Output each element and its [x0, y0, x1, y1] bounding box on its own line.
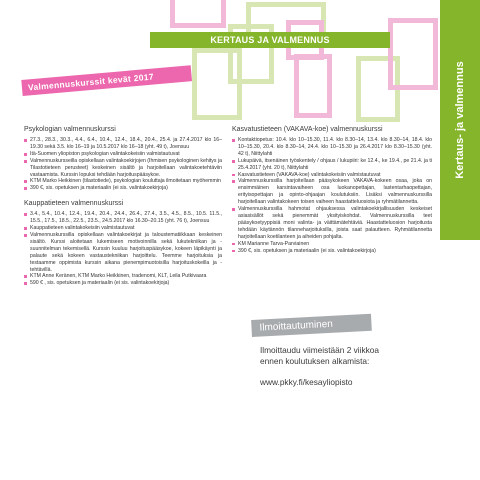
course-detail: Lukupäivä, itsenäinen työskentely / ohjaus / lukupiiri: ke 12.4., ke 19.4., pe 21.4. ja ti 25.4.2017 (yht. 20 t), Niittylahti	[232, 158, 432, 172]
course-detail: Kontaktiopetus: 10.4. klo 10–15.30, 11.4. klo 8.30–14, 13.4. klo 8.30–14, 18.4. klo 10–15.30, 20.4. klo 8.30–14, 24.4. klo 10–15.30 ja 26.4.2017 klo 8.30–15.30 (yht. 42 t), Niittylahti	[232, 137, 432, 158]
course-title: Kasvatustieteen (VAKAVA-koe) valmennuskurssi	[232, 126, 383, 133]
course-detail: 390 €, sis. opetuksen ja materiaalin (ei sis. valintakoekirjoja)	[232, 248, 432, 255]
decorative-square	[294, 54, 332, 118]
course-title: Kauppatieteen valmennuskurssi	[24, 200, 124, 208]
course-detail: Valmennuskurssilla hahmotat ohjauksessa valintakoekirjallisuuden keskeiset asiasisällöt sekä pienemmät yksityiskohdat. Valmennuskurssilla teet pääsykoetyyppisiä moni valinta- ja väittämätehtäviä. Haastatteluosion harjoitusta tehdään käytännön tilanneharjoituksilla, joista saat palautteen. Ryhmätilannetta harjoitellaan koetilanteen ja aiheiden pohjalta.	[232, 206, 432, 241]
course-detail: KM Marianne Tarva-Parviainen	[232, 241, 432, 248]
side-tab	[440, 0, 480, 240]
registration-text: ennen koulutuksen alkamista:	[260, 356, 370, 366]
course-detail: KTM Anne Keränen, KTM Marko Heikkinen, tradenomi, KLT, Leila Putkivaara	[24, 273, 222, 280]
registration-text: Ilmoittaudu viimeistään 2 viikkoa	[260, 345, 379, 355]
course-kauppatiede	[24, 200, 222, 287]
course-detail: Kasvatustieteen (VAKAVA-koe) valintakokeisiin valmistautuvat	[232, 172, 432, 179]
left-column	[24, 126, 222, 295]
course-detail: 3.4., 5.4., 10.4., 12.4., 19.4., 20.4., 24.4., 26.4., 27.4., 3.5., 4.5., 8.5., 10.5. 11.5., 15.5., 17.5., 18.5., 22.5., 23.5., 24.5.2017 klo 16.30–20.15 (yht. 76 t), Joensuu	[24, 211, 222, 225]
course-detail: Valmennuskurssilla harjoitellaan pääsykokeen VAKAVA-kokeen osaa, joka on ensimmäinen karsintavaiheen osa luokanopettajan, lastentarhaopettajan, erityisopettajan ja opinto-ohjaajan koulutuksiin. Lisäksi valmennuskurssilla harjoitellaan valintakokeen toisen vaiheen haastatteluosiota ja ryhmätilannetta.	[232, 178, 432, 206]
course-detail: Itä-Suomen yliopiston psykologian valintakokeisiin valmistautuvat	[24, 151, 222, 158]
course-detail: 390 €, sis. opetuksen ja materiaalin (ei sis. valintakoekirjoja)	[24, 185, 222, 192]
page-subtitle: Valmennuskurssit kevät 2017	[21, 65, 192, 96]
right-column	[232, 126, 432, 262]
course-kasvatustiede	[232, 126, 432, 254]
course-detail: Valmennuskurssilla opiskellaan valintakoekirjat ja taloustematiikkaan keskeinen sisältö. Kurssi aloitetaan lukemiseen motivoinnilla sekä lukutekniikan ja -suunnitelman tekemisellä. Kurssin kuuluu harjoituspääsykoe, kokeen läpikäynti ja palaute sekä kokeen vastaustekniikan harjoittelu. Teemme harjoituksia ja testaamme oppimista kurssin aikana pienempimuotoisilla harjoituskokeilla ja -tehtävillä.	[24, 232, 222, 273]
decorative-square	[388, 18, 438, 90]
registration-box	[252, 316, 420, 406]
registration-title: Ilmoittautuminen	[251, 314, 372, 337]
course-title: Psykologian valmennuskurssi	[24, 126, 116, 133]
decorative-square	[170, 0, 226, 28]
registration-link[interactable]: www.pkky.fi/kesayliopisto	[260, 377, 353, 387]
course-psykologia	[24, 126, 222, 192]
section-banner: KERTAUS JA VALMENNUS	[150, 32, 390, 48]
decorative-square	[192, 48, 242, 120]
side-tab-label: Kertaus- ja valmennus	[454, 61, 466, 179]
course-detail: Kauppatieteen valintakokeisiin valmistautuvat	[24, 225, 222, 232]
course-detail: KTM Marko Heikkinen (tilastotiede), psykologian kouluttaja ilmoitetaan myöhemmin	[24, 178, 222, 185]
course-detail: Valmennuskursseilla opiskellaan valintakoekirjojen (Ihmisen psykologinen kehitys ja Tilastotieteen perusteet) keskeinen sisältö ja harjoitellaan valintakoetehtäviin vastaamista. Kurssin lopuksi tehdään harjoituspääsykoe.	[24, 158, 222, 179]
course-detail: 590 € , sis. opetuksen ja materiaalin (ei sis. valintakoekirjoja)	[24, 280, 222, 287]
course-detail: 27.3., 28.3., 30.3., 4.4., 6.4., 10.4., 12.4., 18.4., 20.4., 25.4. ja 27.4.2017 klo 16–19.30 sekä 3.5. klo 16–19 ja 10.5.2017 klo 16–18 (yht. 49 t), Joensuu	[24, 137, 222, 151]
